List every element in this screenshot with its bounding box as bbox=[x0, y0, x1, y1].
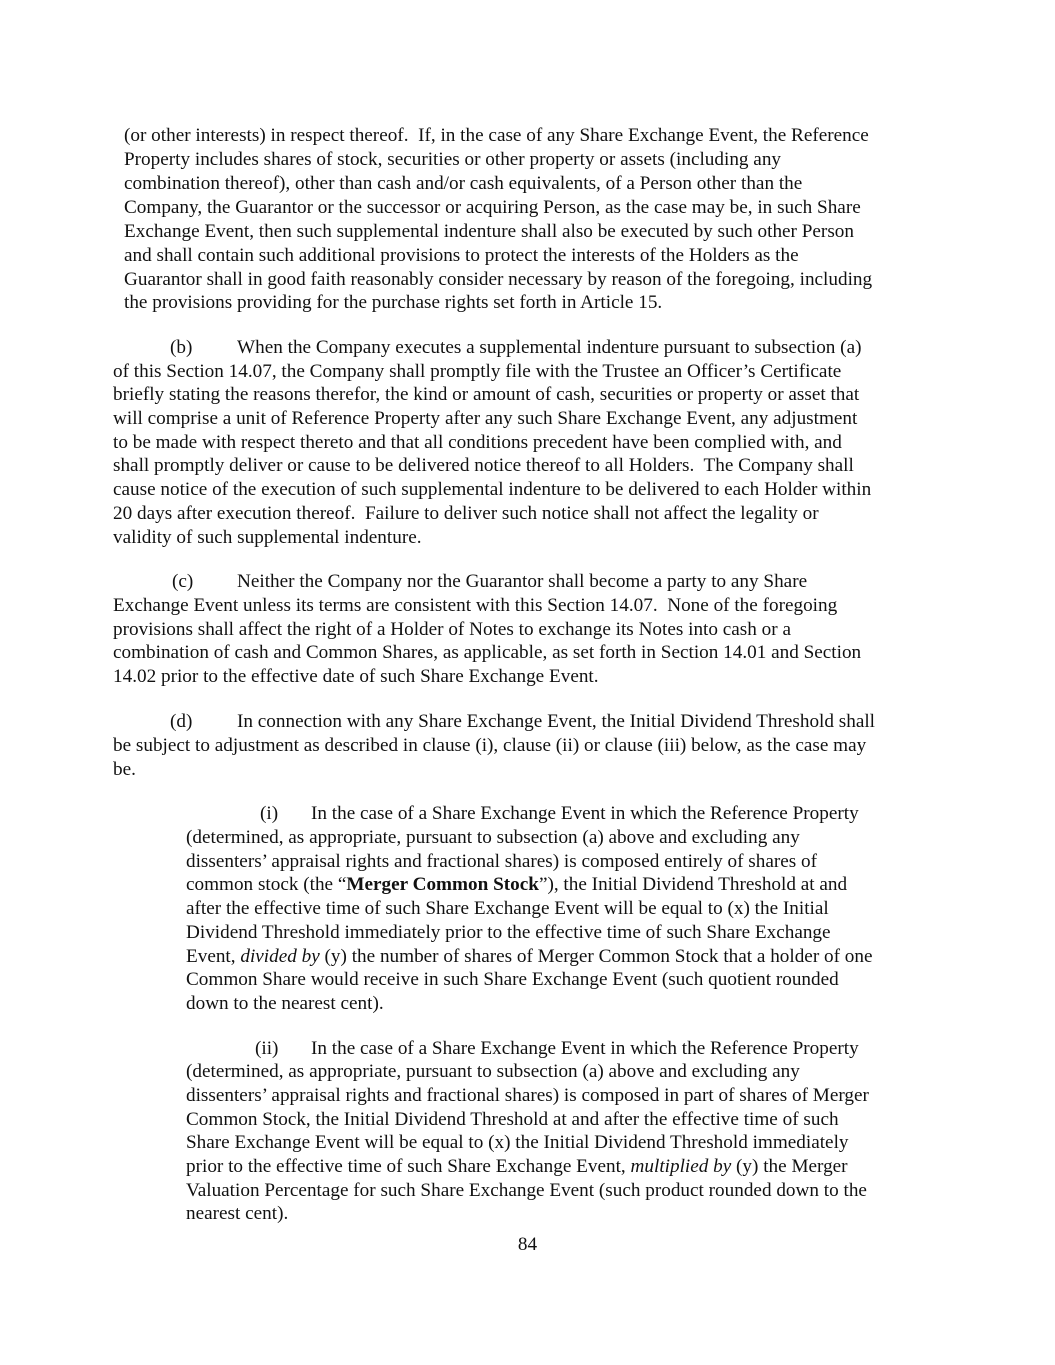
text-line: Guarantor shall in good faith reasonably consider necessary by reason of the foregoing, including bbox=[124, 269, 873, 290]
text-line bbox=[186, 1155, 848, 1179]
subsection-label: (d) bbox=[170, 711, 193, 732]
text-line: 20 days after execution thereof. Failure to deliver such notice shall not affect the legality or bbox=[113, 503, 819, 524]
text-line: Common Stock, the Initial Dividend Threshold at and after the effective time of such bbox=[186, 1109, 839, 1130]
text-line: In the case of a Share Exchange Event in which the Reference Property bbox=[311, 1038, 859, 1059]
text-line: In the case of a Share Exchange Event in which the Reference Property bbox=[311, 803, 859, 824]
text-line: Property includes shares of stock, securities or other property or assets (including any bbox=[124, 149, 782, 170]
text-line: shall promptly deliver or cause to be delivered notice thereof to all Holders. The Company shall bbox=[113, 455, 854, 476]
clause-label: (ii) bbox=[255, 1038, 279, 1059]
text-line: to be made with respect thereto and that all conditions precedent have been complied with, and bbox=[113, 432, 842, 453]
text-run: (y) the number of shares of Merger Common Stock that a holder of one bbox=[319, 946, 873, 967]
text-line: dissenters’ appraisal rights and fractional shares) is composed entirely of shares of bbox=[186, 851, 818, 872]
text-line: validity of such supplemental indenture. bbox=[113, 527, 422, 548]
clause-label: (i) bbox=[260, 803, 279, 824]
text-line: nearest cent). bbox=[186, 1203, 289, 1224]
text-line: combination thereof), other than cash and/or cash equivalents, of a Person other than the bbox=[124, 173, 803, 194]
text-line: (or other interests) in respect thereof. If, in the case of any Share Exchange Event, the Reference bbox=[124, 125, 869, 146]
text-line: dissenters’ appraisal rights and fractional shares) is composed in part of shares of Merger bbox=[186, 1085, 869, 1106]
text-line: of this Section 14.07, the Company shall promptly file with the Trustee an Officer’s Certificate bbox=[113, 361, 842, 382]
defined-term: Merger Common Stock bbox=[346, 874, 539, 895]
emphasis-term: divided by bbox=[240, 946, 320, 967]
text-run: prior to the effective time of such Share Exchange Event, bbox=[186, 1156, 631, 1177]
text-line: Company, the Guarantor or the successor or acquiring Person, as the case may be, in such Share bbox=[124, 197, 861, 218]
text-line: Neither the Company nor the Guarantor shall become a party to any Share bbox=[237, 571, 808, 592]
text-line: 14.02 prior to the effective date of such Share Exchange Event. bbox=[113, 666, 599, 687]
text-line: In connection with any Share Exchange Event, the Initial Dividend Threshold shall bbox=[237, 711, 875, 732]
text-line bbox=[186, 873, 847, 897]
text-line: provisions shall affect the right of a Holder of Notes to exchange its Notes into cash or a bbox=[113, 619, 791, 640]
text-line bbox=[186, 945, 873, 969]
text-line: (determined, as appropriate, pursuant to subsection (a) above and excluding any bbox=[186, 827, 800, 848]
text-line: (determined, as appropriate, pursuant to subsection (a) above and excluding any bbox=[186, 1061, 800, 1082]
text-line: Exchange Event unless its terms are consistent with this Section 14.07. None of the foregoing bbox=[113, 595, 838, 616]
text-line: Dividend Threshold immediately prior to the effective time of such Share Exchange bbox=[186, 922, 831, 943]
text-line: after the effective time of such Share Exchange Event will be equal to (x) the Initial bbox=[186, 898, 829, 919]
text-line: will comprise a unit of Reference Property after any such Share Exchange Event, any adjustment bbox=[113, 408, 858, 429]
text-line: When the Company executes a supplemental indenture pursuant to subsection (a) bbox=[237, 337, 862, 358]
subsection-label: (b) bbox=[170, 337, 193, 358]
text-line: down to the nearest cent). bbox=[186, 993, 384, 1014]
text-run: ”), the Initial Dividend Threshold at and bbox=[538, 874, 848, 895]
text-line: Share Exchange Event will be equal to (x) the Initial Dividend Threshold immediately bbox=[186, 1132, 849, 1153]
text-line: combination of cash and Common Shares, as applicable, as set forth in Section 14.01 and Section bbox=[113, 642, 862, 663]
text-line: Common Share would receive in such Share Exchange Event (such quotient rounded bbox=[186, 969, 839, 990]
text-run: Event, bbox=[186, 946, 241, 967]
text-line: cause notice of the execution of such supplemental indenture to be delivered to each Holder within bbox=[113, 479, 872, 500]
text-line: Exchange Event, then such supplemental indenture shall also be executed by such other Person bbox=[124, 221, 854, 242]
text-run: common stock (the “ bbox=[186, 874, 347, 895]
text-line: the provisions providing for the purchase rights set forth in Article 15. bbox=[124, 292, 663, 313]
emphasis-term: multiplied by bbox=[630, 1156, 732, 1177]
subsection-label: (c) bbox=[172, 571, 194, 592]
text-run: (y) the Merger bbox=[731, 1156, 848, 1177]
text-line: Valuation Percentage for such Share Exchange Event (such product rounded down to the bbox=[186, 1180, 867, 1201]
page-number: 84 bbox=[517, 1234, 538, 1255]
text-line: briefly stating the reasons therefor, the kind or amount of cash, securities or property or asset that bbox=[113, 384, 860, 405]
text-line: be. bbox=[113, 759, 136, 780]
text-line: and shall contain such additional provisions to protect the interests of the Holders as the bbox=[124, 245, 799, 266]
text-line: be subject to adjustment as described in clause (i), clause (ii) or clause (iii) below, as the case may bbox=[113, 735, 867, 756]
